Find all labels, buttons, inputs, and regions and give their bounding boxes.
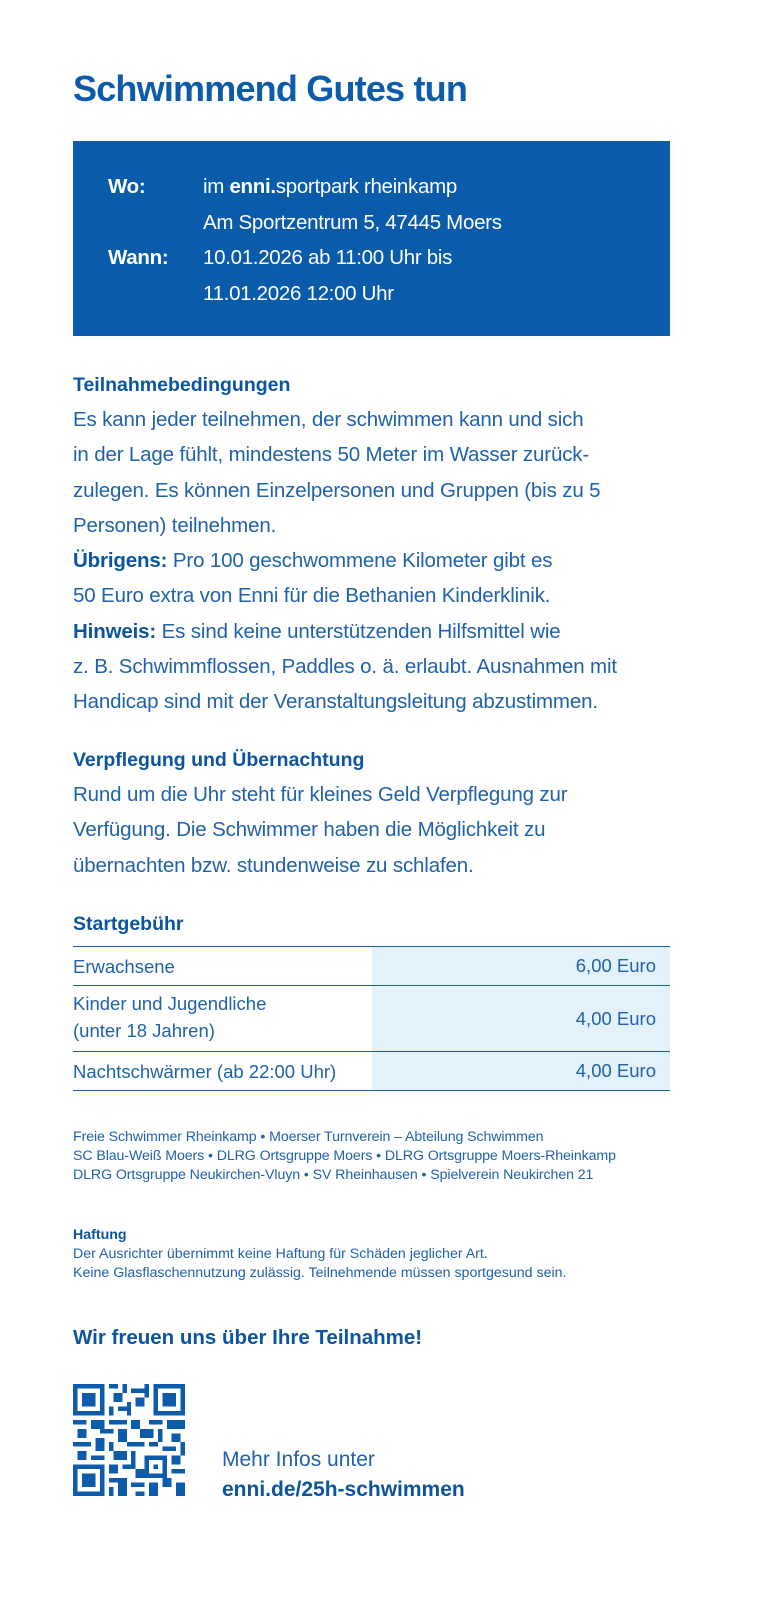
- note-text: Handicap sind mit der Veranstaltungsleitung abzustimmen.: [73, 690, 598, 714]
- note-uebrigens: [73, 543, 673, 578]
- fee-price: 6,00 Euro: [372, 947, 670, 985]
- clubs-line: SC Blau-Weiß Moers • DLRG Ortsgruppe Moers • DLRG Ortsgruppe Moers-Rheinkamp: [73, 1148, 616, 1164]
- note-text: Es sind keine unterstützenden Hilfsmittel wie: [156, 619, 561, 643]
- venue-name: sportpark rheinkamp: [275, 175, 457, 198]
- note-text: 50 Euro extra von Enni für die Bethanien Kinderklinik.: [73, 584, 551, 608]
- clubs-line: DLRG Ortsgruppe Neukirchen-Vluyn • SV Rheinhausen • Spielverein Neukirchen 21: [73, 1167, 594, 1183]
- conditions-line: Personen) teilnehmen.: [73, 513, 277, 537]
- when-end: 11.01.2026 12:00 Uhr: [203, 281, 394, 305]
- when-row: [108, 240, 670, 276]
- more-info-link[interactable]: enni.de/25h-schwimmen: [222, 1478, 465, 1501]
- conditions-section: [73, 372, 673, 720]
- conditions-heading: Teilnahmebedingungen: [73, 374, 291, 396]
- fee-price: 4,00 Euro: [372, 1052, 670, 1090]
- where-address: Am Sportzentrum 5, 47445 Moers: [203, 210, 502, 234]
- where-row: [108, 169, 670, 205]
- more-info: [222, 1445, 465, 1505]
- where-venue: [203, 169, 457, 205]
- address-row: [108, 205, 670, 241]
- page-title: Schwimmend Gutes tun: [73, 68, 468, 109]
- catering-body: [73, 777, 673, 883]
- note-hinweis: [73, 614, 673, 649]
- note-label: Übrigens:: [73, 549, 168, 573]
- liability-section: [73, 1226, 566, 1283]
- clubs-line: Freie Schwimmer Rheinkamp • Moerser Turnverein – Abteilung Schwimmen: [73, 1129, 544, 1145]
- more-info-label: Mehr Infos unter: [222, 1448, 375, 1471]
- where-label: Wo:: [108, 175, 146, 198]
- thanks-message: Wir freuen uns über Ihre Teilnahme!: [73, 1326, 423, 1349]
- fee-label: [73, 986, 372, 1051]
- event-info-box: [73, 141, 670, 336]
- conditions-body: [73, 402, 673, 720]
- brand-name: enni.: [229, 175, 276, 198]
- fees-heading: Startgebühr: [73, 913, 184, 935]
- fee-label: Nachtschwärmer (ab 22:00 Uhr): [73, 1060, 337, 1082]
- conditions-line: Es kann jeder teilnehmen, der schwimmen kann und sich: [73, 408, 584, 431]
- where-prefix: im: [203, 175, 230, 198]
- note-label: Hinweis:: [73, 619, 157, 643]
- catering-line: Rund um die Uhr steht für kleines Geld Verpflegung zur: [73, 783, 568, 806]
- fee-row: [73, 986, 670, 1052]
- conditions-line: zulegen. Es können Einzelpersonen und Gruppen (bis zu 5: [73, 478, 601, 502]
- liability-line: Keine Glasflaschennutzung zulässig. Teilnehmende müssen sportgesund sein.: [73, 1265, 567, 1281]
- when-row-2: [108, 276, 670, 312]
- catering-section: [73, 747, 673, 883]
- catering-heading: Verpflegung und Übernachtung: [73, 749, 365, 771]
- liability-heading: Haftung: [73, 1227, 127, 1243]
- fees-section: [73, 911, 673, 937]
- fee-label-line: (unter 18 Jahren): [73, 1020, 215, 1041]
- note-text: Pro 100 geschwommene Kilometer gibt es: [167, 549, 553, 573]
- fee-row: [73, 947, 670, 986]
- fee-label-line: Kinder und Jugendliche: [73, 993, 267, 1014]
- fee-label: Erwachsene: [73, 955, 175, 977]
- when-label: Wann:: [108, 246, 169, 269]
- qr-code-icon[interactable]: [73, 1384, 185, 1496]
- liability-line: Der Ausrichter übernimmt keine Haftung für Schäden jeglicher Art.: [73, 1246, 488, 1262]
- when-start: 10.01.2026 ab 11:00 Uhr bis: [203, 246, 453, 269]
- note-text: z. B. Schwimmflossen, Paddles o. ä. erlaubt. Ausnahmen mit: [73, 655, 617, 679]
- catering-line: übernachten bzw. stundenweise zu schlafen.: [73, 853, 474, 877]
- participating-clubs: [73, 1128, 616, 1185]
- fees-table: [73, 946, 670, 1091]
- catering-line: Verfügung. Die Schwimmer haben die Möglichkeit zu: [73, 818, 546, 842]
- fee-row: [73, 1052, 670, 1091]
- fee-price: 4,00 Euro: [372, 986, 670, 1051]
- conditions-line: in der Lage fühlt, mindestens 50 Meter im Wasser zurück-: [73, 443, 590, 467]
